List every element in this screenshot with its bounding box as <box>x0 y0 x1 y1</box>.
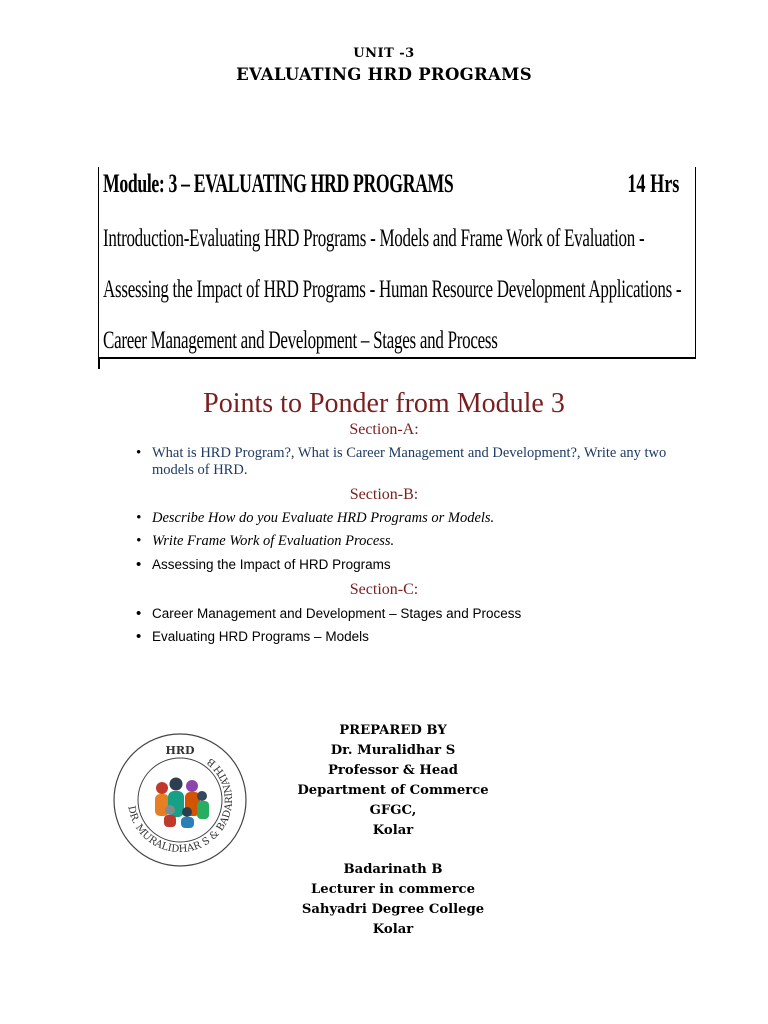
module-hours: 14 Hrs <box>626 169 679 198</box>
seal-top-text: HRD <box>165 744 195 757</box>
author2-place: Kolar <box>372 922 414 937</box>
author2-name: Badarinath B <box>343 862 443 877</box>
module-description: Introduction-Evaluating HRD Programs - Models and Frame Work of Evaluation - Assessing the Impact of HRD Programs - Human Resource Development Applications - Career Management and Development – Stages and Process <box>103 225 682 354</box>
author1-name: Dr. Muralidhar S <box>330 743 456 758</box>
module-heading: Module: 3 – EVALUATING HRD PROGRAMS <box>103 169 454 198</box>
prepared-heading: PREPARED BY <box>339 723 447 738</box>
seal-icon <box>110 730 250 870</box>
list-item: • Evaluating HRD Programs – Models <box>136 628 696 645</box>
page-title: EVALUATING HRD PROGRAMS <box>236 65 532 84</box>
page-header <box>0 46 768 84</box>
list-item: • What is HRD Program?, What is Career Management and Development?, Write any two models of HRD. <box>136 445 696 479</box>
section-b-label: Section-B: <box>349 486 419 503</box>
ponder-title: Points to Ponder from Module 3 <box>203 388 565 419</box>
list-item: • Describe How do you Evaluate HRD Programs or Models. <box>136 510 696 527</box>
seal-ring-text: DR. MURALIDHAR S & BADARINATH B <box>125 755 236 856</box>
section-c-list <box>136 605 696 651</box>
list-item: • Assessing the Impact of HRD Programs <box>136 556 696 573</box>
list-item: • Write Frame Work of Evaluation Process. <box>136 533 696 550</box>
section-c-label: Section-C: <box>349 581 419 598</box>
spacer <box>270 841 516 860</box>
module-box <box>98 167 696 359</box>
author1-title: Professor & Head <box>327 763 459 778</box>
author1-place: Kolar <box>372 823 414 838</box>
list-item: • Career Management and Development – Stages and Process <box>136 605 696 622</box>
author2-title: Lecturer in commerce <box>311 882 475 897</box>
hrd-seal-logo <box>110 730 250 870</box>
module-box-tick <box>98 359 100 369</box>
people-group-icon <box>155 778 209 829</box>
author2-college: Sahyadri Degree College <box>301 902 485 917</box>
author1-dept: Department of Commerce <box>297 783 489 798</box>
unit-label: UNIT -3 <box>353 46 415 61</box>
author1-college: GFGC, <box>369 803 417 818</box>
section-a-list <box>136 445 696 485</box>
section-a-label: Section-A: <box>349 421 419 438</box>
section-b-list <box>136 510 696 579</box>
prepared-by-block <box>270 721 516 940</box>
